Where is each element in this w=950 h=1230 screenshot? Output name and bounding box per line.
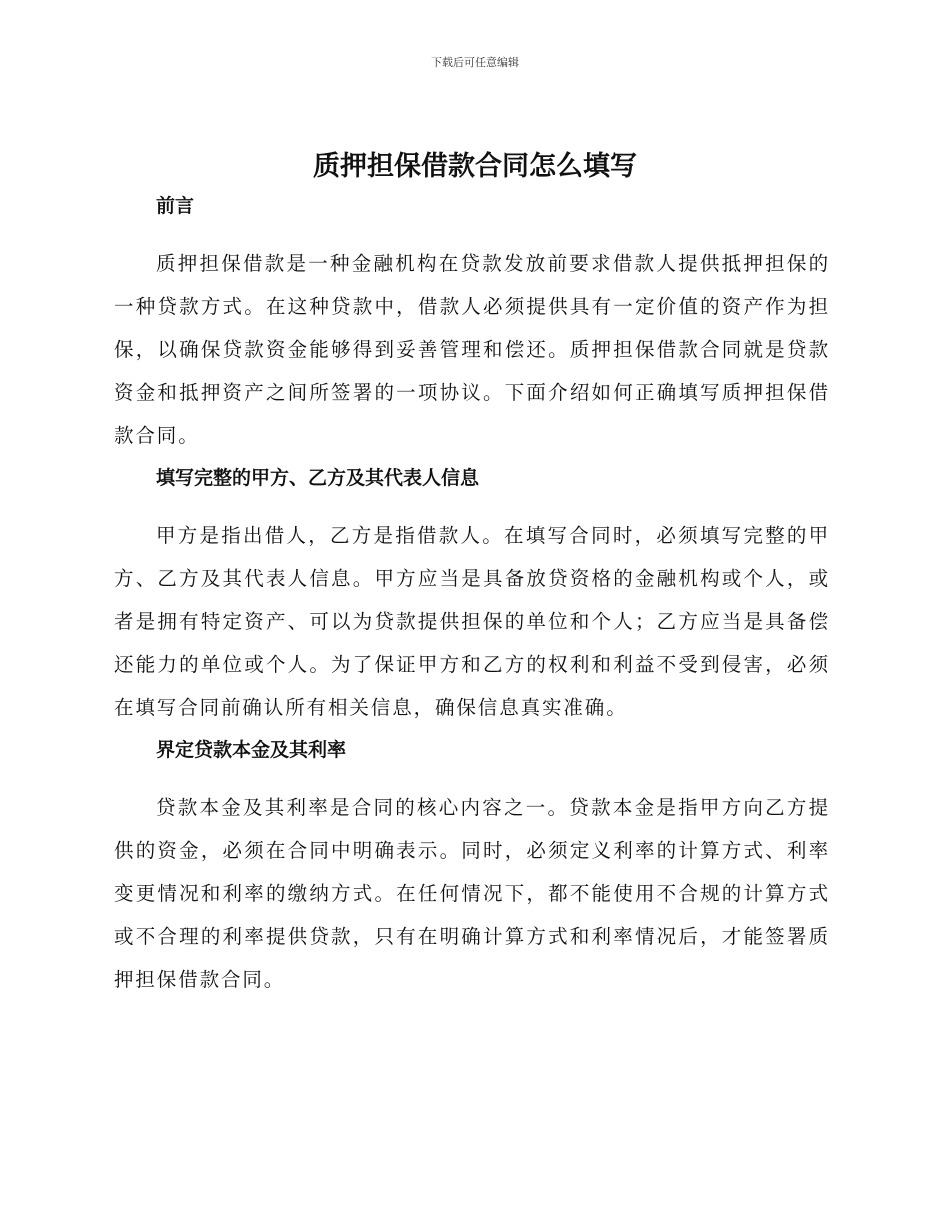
- section-preface: [114, 192, 830, 457]
- page-header-note: 下载后可任意编辑: [431, 56, 519, 69]
- section-body-principal-interest: 贷款本金及其利率是合同的核心内容之一。贷款本金是指甲方向乙方提供的资金，必须在合同中明确表示。同时，必须定义利率的计算方式、利率变更情况和利率的缴纳方式。在任何情况下，都不能使用不合规的计算方式或不合理的利率提供贷款，只有在明确计算方式和利率情况后，才能签署质押担保借款合同。: [114, 796, 830, 991]
- section-heading-preface: 前言: [156, 195, 195, 217]
- section-heading-principal-interest: 界定贷款本金及其利率: [156, 739, 347, 761]
- section-principal-interest: [114, 736, 830, 1001]
- section-body-parties-info: 甲方是指出借人，乙方是指借款人。在填写合同时，必须填写完整的甲方、乙方及其代表人信息。甲方应当是具备放贷资格的金融机构或个人，或者是拥有特定资产、可以为贷款提供担保的单位和个人；乙方应当是具备偿还能力的单位或个人。为了保证甲方和乙方的权利和利益不受到侵害，必须在填写合同前确认所有相关信息，确保信息真实准确。: [114, 524, 830, 719]
- section-body-preface: 质押担保借款是一种金融机构在贷款发放前要求借款人提供抵押担保的一种贷款方式。在这种贷款中，借款人必须提供具有一定价值的资产作为担保，以确保贷款资金能够得到妥善管理和偿还。质押担保借款合同就是贷款资金和抵押资产之间所签署的一项协议。下面介绍如何正确填写质押担保借款合同。: [114, 252, 830, 447]
- section-heading-parties-info: 填写完整的甲方、乙方及其代表人信息: [156, 467, 480, 489]
- section-parties-info: [114, 464, 830, 729]
- document-title: 质押担保借款合同怎么填写: [313, 151, 637, 182]
